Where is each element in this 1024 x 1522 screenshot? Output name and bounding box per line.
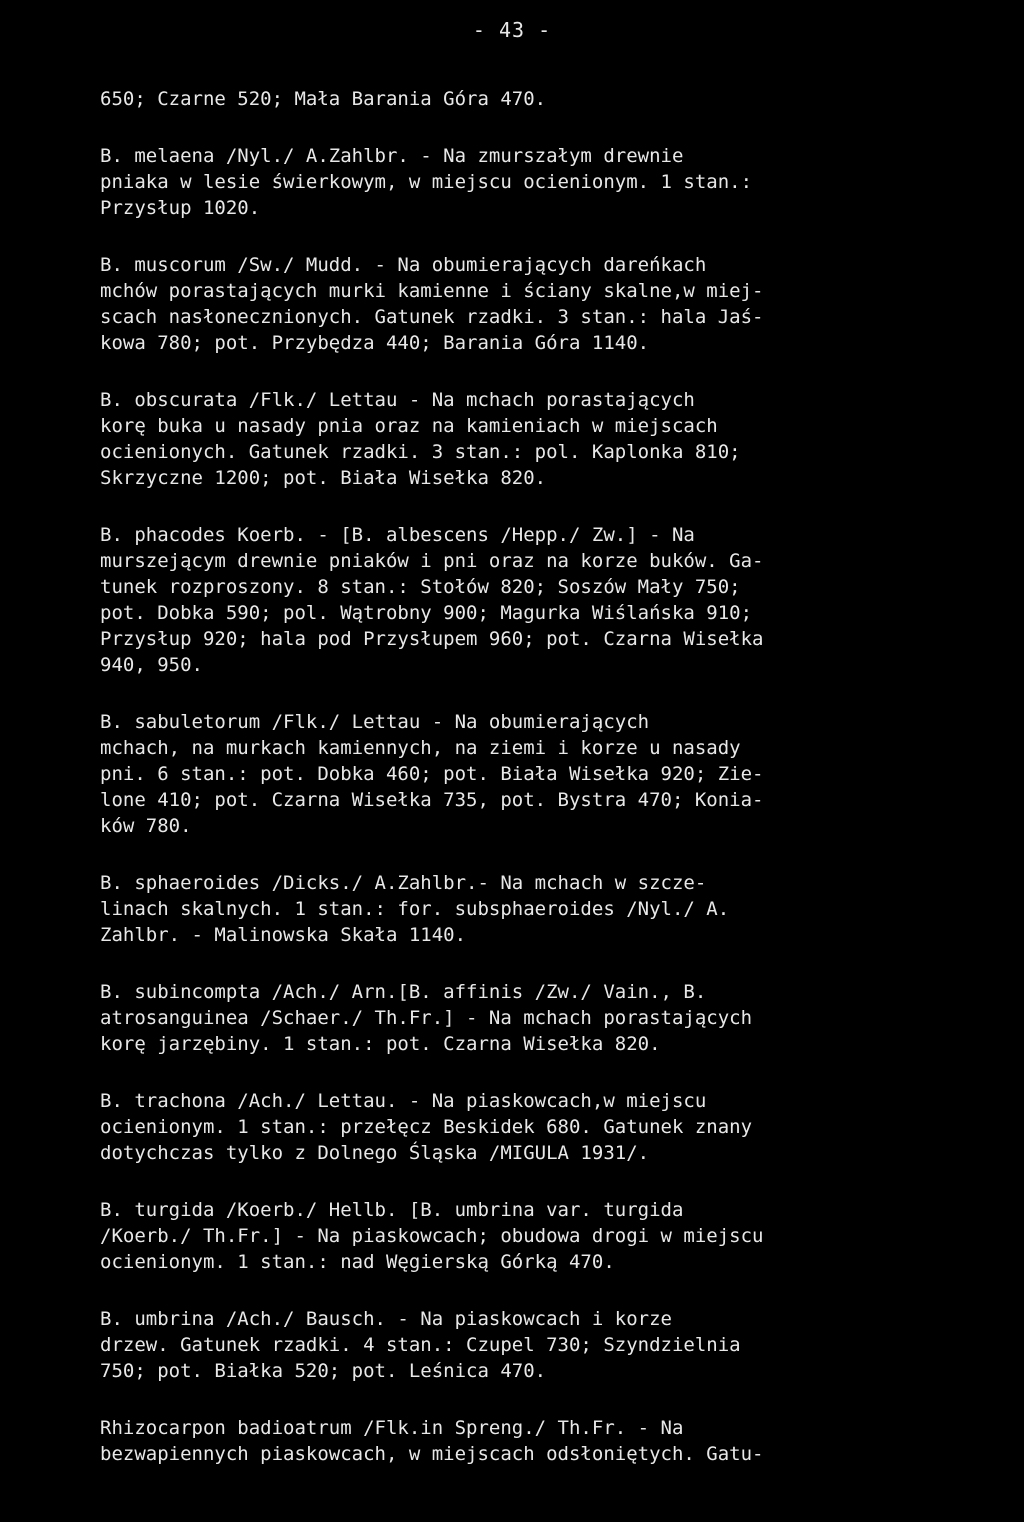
- text-line: B. turgida /Koerb./ Hellb. [B. umbrina var. turgida: [100, 1199, 684, 1221]
- text-line: pniaka w lesie świerkowym, w miejscu ocienionym. 1 stan.:: [100, 171, 753, 193]
- text-line: scach nasłonecznionych. Gatunek rzadki. 3 stan.: hala Jaś-: [100, 306, 764, 328]
- text-line: murszejącym drewnie pniaków i pni oraz na korze buków. Ga-: [100, 550, 764, 572]
- text-line: korę jarzębiny. 1 stan.: pot. Czarna Wisełka 820.: [100, 1033, 661, 1055]
- text-line: B. umbrina /Ach./ Bausch. - Na piaskowcach i korze: [100, 1308, 672, 1330]
- text-line: Przysłup 920; hala pod Przysłupem 960; pot. Czarna Wisełka: [100, 628, 764, 650]
- text-line: Zahlbr. - Malinowska Skała 1140.: [100, 924, 467, 946]
- paragraph: [100, 709, 932, 839]
- text-line: B. trachona /Ach./ Lettau. - Na piaskowcach,w miejscu: [100, 1090, 707, 1112]
- text-line: drzew. Gatunek rzadki. 4 stan.: Czupel 730; Szyndzielnia: [100, 1334, 741, 1356]
- paragraph: [100, 1415, 932, 1467]
- text-line: pot. Dobka 590; pol. Wątrobny 900; Magurka Wiślańska 910;: [100, 602, 753, 624]
- paragraph: [100, 1197, 932, 1275]
- text-line: mchów porastających murki kamienne i ściany skalne,w miej-: [100, 280, 764, 302]
- text-line: korę buka u nasady pnia oraz na kamieniach w miejscach: [100, 415, 718, 437]
- text-line: 750; pot. Białka 520; pot. Leśnica 470.: [100, 1360, 547, 1382]
- text-line: Skrzyczne 1200; pot. Biała Wisełka 820.: [100, 467, 547, 489]
- paragraph: [100, 252, 932, 356]
- text-line: B. subincompta /Ach./ Arn.[B. affinis /Zw./ Vain., B.: [100, 981, 707, 1003]
- paragraph: [100, 870, 932, 948]
- text-line: /Koerb./ Th.Fr.] - Na piaskowcach; obudowa drogi w miejscu: [100, 1225, 764, 1247]
- text-line: pni. 6 stan.: pot. Dobka 460; pot. Biała Wisełka 920; Zie-: [100, 763, 764, 785]
- text-line: B. muscorum /Sw./ Mudd. - Na obumierających dareńkach: [100, 254, 707, 276]
- text-line: B. sabuletorum /Flk./ Lettau - Na obumierających: [100, 711, 650, 733]
- text-line: tunek rozproszony. 8 stan.: Stołów 820; Soszów Mały 750;: [100, 576, 741, 598]
- paragraph: [100, 387, 932, 491]
- text-line: 940, 950.: [100, 654, 203, 676]
- text-line: Rhizocarpon badioatrum /Flk.in Spreng./ Th.Fr. - Na: [100, 1417, 684, 1439]
- text-line: mchach, na murkach kamiennych, na ziemi i korze u nasady: [100, 737, 741, 759]
- text-line: B. phacodes Koerb. - [B. albescens /Hepp./ Zw.] - Na: [100, 524, 695, 546]
- paragraph: [100, 522, 932, 678]
- paragraph: [100, 1088, 932, 1166]
- paragraph: [100, 979, 932, 1057]
- paragraph: [100, 86, 932, 112]
- text-line: kowa 780; pot. Przybędza 440; Barania Góra 1140.: [100, 332, 650, 354]
- text-line: B. melaena /Nyl./ A.Zahlbr. - Na zmurszałym drewnie: [100, 145, 684, 167]
- paragraph: [100, 1306, 932, 1384]
- page-number: - 43 -: [472, 18, 552, 42]
- text-line: lone 410; pot. Czarna Wisełka 735, pot. Bystra 470; Konia-: [100, 789, 764, 811]
- text-line: B. obscurata /Flk./ Lettau - Na mchach porastających: [100, 389, 695, 411]
- text-line: ocienionym. 1 stan.: przełęcz Beskidek 680. Gatunek znany: [100, 1116, 753, 1138]
- text-line: ocienionym. 1 stan.: nad Węgierską Górką 470.: [100, 1251, 615, 1273]
- text-line: bezwapiennych piaskowcach, w miejscach odsłoniętych. Gatu-: [100, 1443, 764, 1465]
- text-line: 650; Czarne 520; Mała Barania Góra 470.: [100, 88, 547, 110]
- text-line: linach skalnych. 1 stan.: for. subsphaeroides /Nyl./ A.: [100, 898, 730, 920]
- text-line: B. sphaeroides /Dicks./ A.Zahlbr.- Na mchach w szcze-: [100, 872, 707, 894]
- text-line: dotychczas tylko z Dolnego Śląska /MIGULA 1931/.: [100, 1142, 650, 1164]
- paragraph: [100, 143, 932, 221]
- text-line: ocienionych. Gatunek rzadki. 3 stan.: pol. Kaplonka 810;: [100, 441, 741, 463]
- text-line: ków 780.: [100, 815, 192, 837]
- text-line: atrosanguinea /Schaer./ Th.Fr.] - Na mchach porastających: [100, 1007, 753, 1029]
- text-body: [100, 86, 932, 1498]
- text-line: Przysłup 1020.: [100, 197, 261, 219]
